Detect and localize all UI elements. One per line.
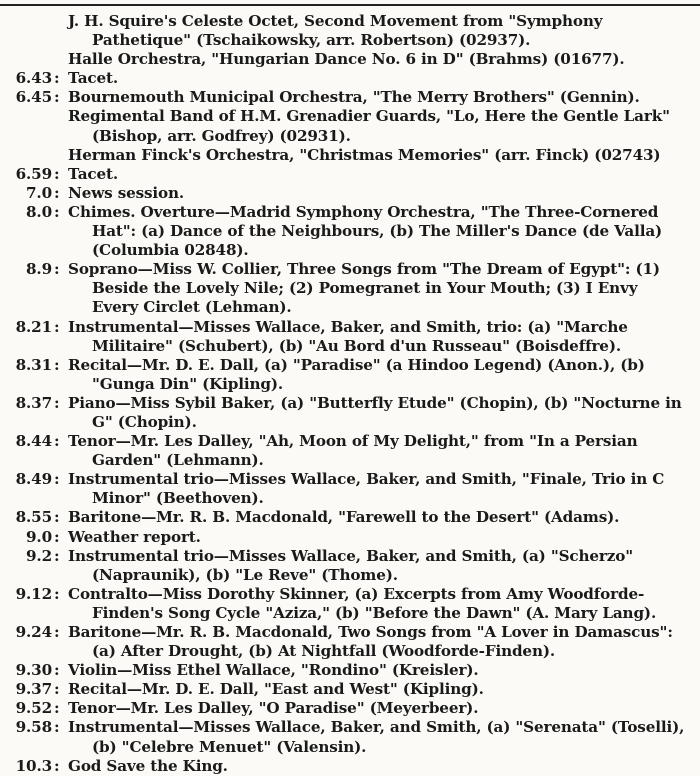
entry-colon: : [54,317,60,336]
entry-colon: : [54,699,60,718]
entry-colon: : [54,661,60,680]
entry-time: 7.0 [26,183,52,202]
entry-text-body: God Save the King. [68,756,228,775]
entry-colon: : [54,527,60,546]
entry-colon: : [54,355,60,374]
entry-text [62,260,698,317]
entry-time: 9.24 [15,623,52,641]
entry-text-body: Piano—Miss Sybil Baker, (a) "Butterfly Etude" (Chopin), (b) "Nocturne in G" (Chopin). [68,393,682,431]
entry-text [62,547,698,585]
entry-text [62,184,698,203]
entry-text [62,699,698,718]
entry-colon: : [54,680,60,699]
entry-text-body: Baritone—Mr. R. B. Macdonald, "Farewell to the Desert" (Adams). [68,508,620,527]
entry-text-body: News session. [68,183,185,202]
entry-text-body: Weather report. [68,527,201,546]
programme-entry [0,585,700,623]
entry-time: 8.9 [26,260,52,279]
entry-text-body: Soprano—Miss W. Collier, Three Songs from "The Dream of Egypt": (1) Beside the Lovely Nile; (2) Pomegranet in Your Mouth; (3) I Envy Every Circlet (Lehman). [68,260,660,317]
entry-text-body: Tacet. [68,69,119,88]
entry-text [62,165,698,184]
entry-text [62,661,698,680]
programme-entry [0,547,700,585]
entry-text [62,69,698,88]
entry-colon: : [54,202,60,221]
entry-time: 9.0 [26,527,52,546]
entry-colon: : [54,183,60,202]
entry-text [62,146,698,165]
entry-colon: : [54,584,60,603]
entry-colon [54,12,62,50]
entry-colon: : [54,546,60,565]
programme-entry [0,203,700,260]
entry-time [0,146,54,165]
entry-colon: : [54,508,60,527]
entry-text-body: Baritone—Mr. R. B. Macdonald, Two Songs from "A Lover in Damascus": (a) After Drought, (b) At Nightfall (Woodforde-Finden). [68,623,673,661]
programme-entry [0,528,700,547]
programme-entry [0,470,700,508]
entry-time: 9.52 [15,699,52,718]
entry-time [0,107,54,145]
entry-text-body: Instrumental trio—Misses Wallace, Baker, and Smith, "Finale, Trio in C Minor" (Beethoven). [68,470,665,508]
top-rule [0,4,700,6]
entry-colon [54,107,62,145]
entry-time: 9.12 [15,584,52,603]
entry-text [62,528,698,547]
entry-text [62,508,698,527]
entry-time: 8.49 [15,470,52,489]
programme-entry [0,107,700,145]
entry-colon: : [54,718,60,737]
programme-entry [0,718,700,756]
entry-time: 8.31 [15,355,52,374]
entry-text [62,432,698,470]
entry-colon: : [54,164,60,183]
programme-entry [0,50,700,69]
entry-text-body: Recital—Mr. D. E. Dall, (a) "Paradise" (a Hindoo Legend) (Anon.), (b) "Gunga Din" (Kipling). [68,355,645,393]
entry-colon: : [54,432,60,451]
entry-text-body: Instrumental—Misses Wallace, Baker, and Smith, (a) "Serenata" (Toselli), (b) "Celebre Menuet" (Valensin). [68,718,685,756]
entry-time [0,50,54,69]
programme-entry [0,394,700,432]
entry-text [62,585,698,623]
entry-colon [54,146,62,165]
entry-text [62,680,698,699]
entry-time: 10.3 [15,756,52,775]
entry-text-body: Violin—Miss Ethel Wallace, "Rondino" (Kreisler). [68,661,479,680]
entry-text-body: Tacet. [68,164,119,183]
entry-time: 9.2 [26,546,52,565]
programme-entry [0,184,700,203]
entry-text-body: Contralto—Miss Dorothy Skinner, (a) Excerpts from Amy Woodforde-Finden's Song Cycle "Aziza," (b) "Before the Dawn" (A. Mary Lang). [68,584,657,622]
entry-text [62,318,698,356]
entry-time: 9.58 [15,718,52,737]
programme-entry [0,88,700,107]
entry-time: 6.59 [15,164,52,183]
entry-time: 9.37 [15,680,52,699]
entry-time: 8.44 [15,432,52,451]
programme-entry [0,146,700,165]
entry-time: 6.45 [15,88,52,107]
programme-entry [0,432,700,470]
entry-text-body: Herman Finck's Orchestra, "Christmas Memories" (arr. Finck) (02743) [68,145,661,164]
entry-text-body: Recital—Mr. D. E. Dall, "East and West" (Kipling). [68,680,484,699]
entry-text [62,203,698,260]
programme-entry [0,699,700,718]
entry-colon: : [54,260,60,279]
entry-text [62,107,698,145]
entry-time: 8.37 [15,393,52,412]
entry-time: 8.21 [15,317,52,336]
programme-listing [0,12,700,776]
entry-colon: : [54,88,60,107]
entry-time: 6.43 [15,69,52,88]
entry-colon: : [54,393,60,412]
entry-text [62,88,698,107]
entry-time: 9.30 [15,661,52,680]
entry-colon: : [54,470,60,489]
entry-text-body: Instrumental trio—Misses Wallace, Baker, and Smith, (a) "Scherzo" (Napraunik), (b) "Le Reve" (Thome). [68,546,633,584]
entry-time [0,12,54,50]
programme-entry [0,356,700,394]
entry-colon: : [54,756,60,775]
entry-text [62,470,698,508]
programme-entry [0,508,700,527]
entry-colon: : [54,623,60,641]
entry-time: 8.55 [15,508,52,527]
entry-text [62,394,698,432]
entry-text-body: J. H. Squire's Celeste Octet, Second Movement from "Symphony Pathetique" (Tschaikowsky, arr. Robertson) (02937). [68,12,603,50]
entry-text-body: Halle Orchestra, "Hungarian Dance No. 6 in D" (Brahms) (01677). [68,50,625,69]
programme-entry [0,165,700,184]
entry-text [62,12,698,50]
programme-entry [0,680,700,699]
programme-entry [0,69,700,88]
entry-text-body: Chimes. Overture—Madrid Symphony Orchestra, "The Three-Cornered Hat": (a) Dance of the Neighbours, (b) The Miller's Dance (de Valla) (Columbia 02848). [68,202,663,260]
entry-text-body: Tenor—Mr. Les Dalley, "Ah, Moon of My Delight," from "In a Persian Garden" (Lehmann). [68,432,638,470]
programme-entry [0,623,700,661]
entry-text [62,50,698,69]
entry-text [62,623,698,661]
entry-colon: : [54,69,60,88]
programme-entry [0,260,700,317]
entry-text-body: Instrumental—Misses Wallace, Baker, and Smith, trio: (a) "Marche Militaire" (Schubert), (b) "Au Bord d'un Russeau" (Boisdeffre). [68,317,628,355]
programme-entry [0,661,700,680]
programme-entry [0,12,700,50]
entry-text-body: Tenor—Mr. Les Dalley, "O Paradise" (Meyerbeer). [68,699,479,718]
programme-entry [0,318,700,356]
entry-text-body: Bournemouth Municipal Orchestra, "The Merry Brothers" (Gennin). [68,88,640,107]
entry-colon [54,50,62,69]
entry-time: 8.0 [26,202,52,221]
entry-text [62,356,698,394]
entry-text-body: Regimental Band of H.M. Grenadier Guards, "Lo, Here the Gentle Lark" (Bishop, arr. Godfrey) (02931). [68,107,670,145]
entry-text [62,718,698,756]
